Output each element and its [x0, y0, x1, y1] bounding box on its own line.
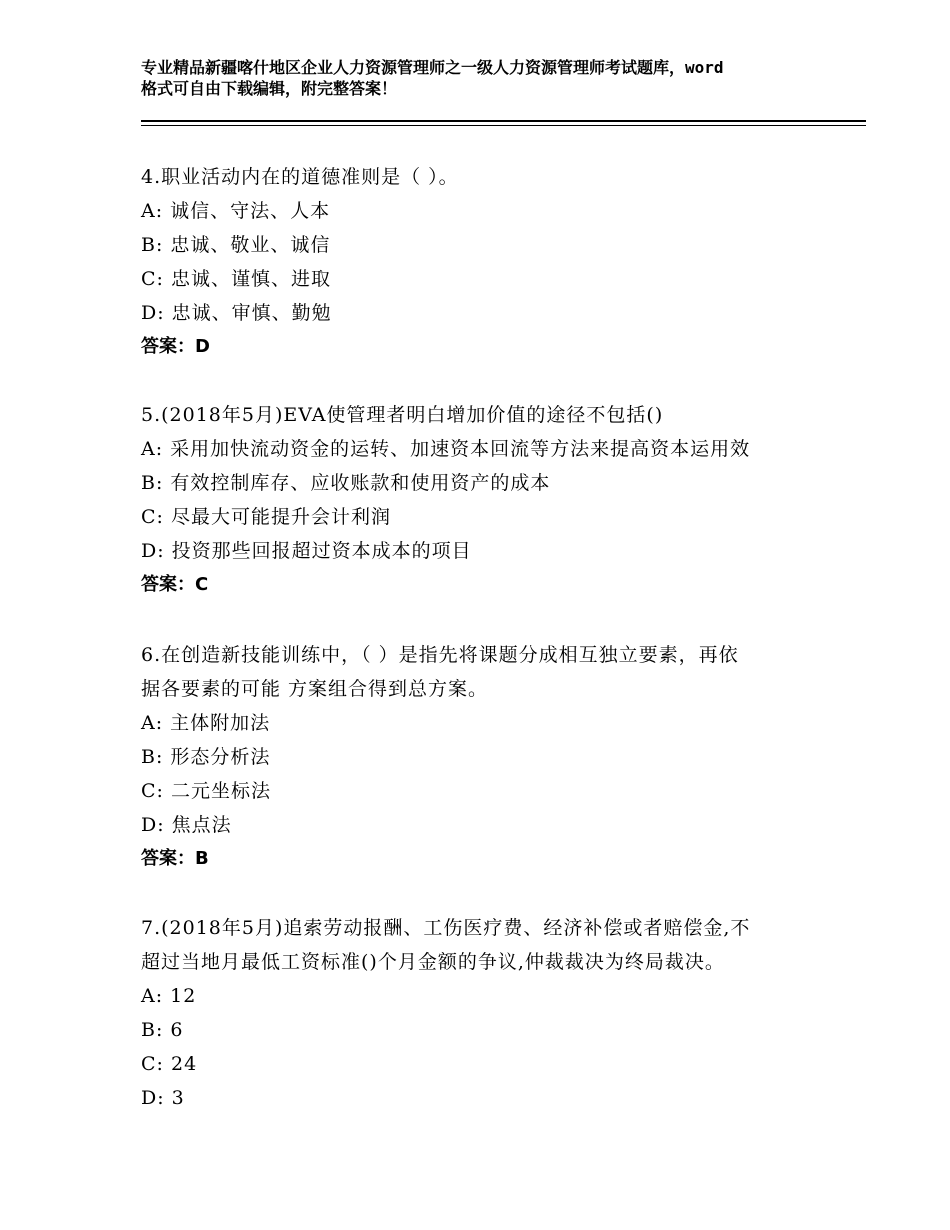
option-b: B: 形态分析法	[141, 746, 271, 768]
option-d: D: 忠诚、审慎、勤勉	[141, 302, 332, 324]
option-c: C: 二元坐标法	[141, 780, 271, 802]
question-stem-continued: 超过当地月最低工资标准()个月金额的争议,仲裁裁决为终局裁决。	[141, 951, 725, 973]
question-5	[141, 398, 821, 602]
option-d: D: 焦点法	[141, 814, 232, 836]
option-a: A: 采用加快流动资金的运转、加速资本回流等方法来提高资本运用效	[141, 438, 751, 460]
option-d: D: 3	[141, 1087, 185, 1109]
option-c: C: 忠诚、谨慎、进取	[141, 268, 331, 290]
answer-label: 答案：B	[141, 848, 209, 869]
header-line-1: 专业精品新疆喀什地区企业人力资源管理师之一级人力资源管理师考试题库，word	[141, 58, 724, 77]
question-7	[141, 911, 821, 1115]
question-stem: 5.(2018年5月)EVA使管理者明白增加价值的途径不包括()	[141, 404, 664, 426]
option-a: A: 主体附加法	[141, 712, 271, 734]
option-b: B: 忠诚、敬业、诚信	[141, 234, 331, 256]
option-a: A: 12	[141, 985, 197, 1007]
answer-label: 答案：D	[141, 336, 210, 357]
question-6	[141, 638, 821, 876]
option-d: D: 投资那些回报超过资本成本的项目	[141, 540, 472, 562]
option-c: C: 24	[141, 1053, 198, 1075]
option-b: B: 6	[141, 1019, 184, 1041]
header-divider-thin	[141, 125, 866, 126]
question-stem: 7.(2018年5月)追索劳动报酬、工伤医疗费、经济补偿或者赔偿金,不	[141, 917, 751, 939]
document-header	[141, 57, 841, 99]
header-line-2: 格式可自由下载编辑，附完整答案！	[141, 79, 398, 98]
question-stem: 6.在创造新技能训练中，（ ）是指先将课题分成相互独立要素，再依	[141, 644, 739, 666]
question-stem: 4.职业活动内在的道德准则是（ ）。	[141, 166, 459, 188]
option-a: A: 诚信、守法、人本	[141, 200, 331, 222]
header-divider-thick	[141, 120, 866, 122]
question-4	[141, 160, 821, 364]
question-stem-continued: 据各要素的可能 方案组合得到总方案。	[141, 678, 489, 700]
option-b: B: 有效控制库存、应收账款和使用资产的成本	[141, 472, 551, 494]
answer-label: 答案：C	[141, 574, 209, 595]
option-c: C: 尽最大可能提升会计利润	[141, 506, 391, 528]
